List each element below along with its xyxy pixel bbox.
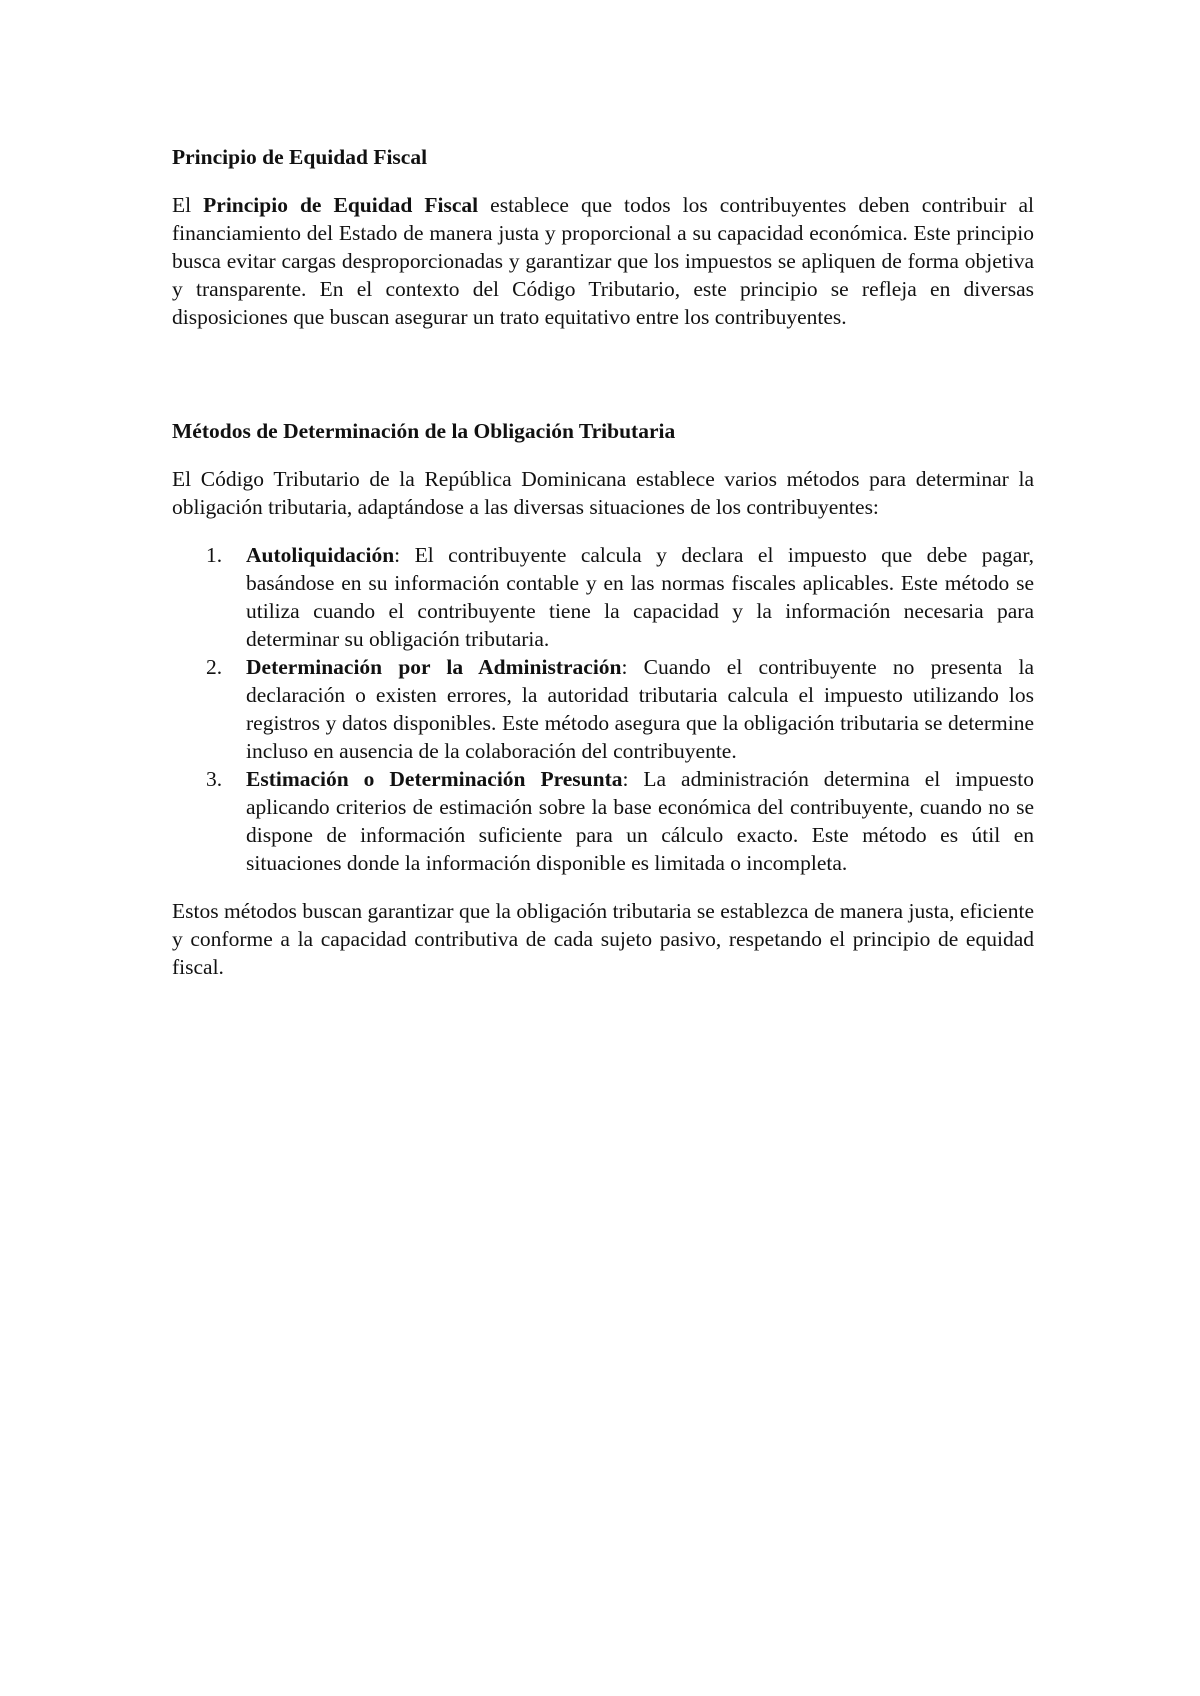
list-number: 3.: [206, 767, 223, 791]
spacer: [172, 331, 1034, 417]
spacer: [172, 171, 1034, 191]
section-heading-metodos: Métodos de Determinación de la Obligación Tributaria: [172, 419, 676, 443]
method-description: : El contribuyente calcula y declara el impuesto que debe pagar, basándose en su información contable y en las normas fiscales aplicables. Este método se utiliza cuando el contribuyente tiene la capacidad y la información necesaria para determinar su obligación tributaria.: [246, 543, 1034, 651]
method-description: : Cuando el contribuyente no presenta la declaración o existen errores, la autoridad tributaria calcula el impuesto utilizando los registros y datos disponibles. Este método asegura que la obligación tributaria se determine incluso en ausencia de la colaboración del contribuyente.: [246, 655, 1034, 763]
method-term: Autoliquidación: [246, 543, 395, 567]
method-term: Determinación por la Administración: [246, 655, 622, 679]
list-number: 2.: [206, 655, 223, 679]
method-term: Estimación o Determinación Presunta: [246, 767, 623, 791]
spacer: [172, 445, 1034, 465]
list-item-method-1: [172, 541, 1034, 653]
intro-rest: establece que todos los contribuyentes deben contribuir al financiamiento del Estado de manera justa y proporcional a su capacidad económica. Este principio busca evitar cargas desproporcionadas y garantizar que los impuestos se apliquen de forma objetiva y transparente. En el contexto del Código Tributario, este principio se refleja en diversas disposiciones que buscan asegurar un trato equitativo entre los contribuyentes.: [172, 193, 1035, 329]
section-heading-equidad: Principio de Equidad Fiscal: [172, 145, 428, 169]
paragraph-conclusion: Estos métodos buscan garantizar que la obligación tributaria se establezca de manera justa, eficiente y conforme a la capacidad contributiva de cada sujeto pasivo, respetando el principio de equidad fiscal.: [172, 899, 1034, 979]
list-number: 1.: [206, 543, 223, 567]
paragraph-metodos-intro: El Código Tributario de la República Dominicana establece varios métodos para determinar la obligación tributaria, adaptándose a las diversas situaciones de los contribuyentes:: [172, 467, 1034, 519]
methods-list: [172, 541, 1034, 877]
method-description: : La administración determina el impuesto aplicando criterios de estimación sobre la base económica del contribuyente, cuando no se dispone de información suficiente para un cálculo exacto. Este método es útil en situaciones donde la información disponible es limitada o incompleta.: [246, 767, 1035, 875]
spacer: [172, 521, 1034, 541]
intro-bold-term: Principio de Equidad Fiscal: [203, 193, 479, 217]
list-item-method-3: [172, 765, 1034, 877]
document-page: [172, 143, 1034, 981]
list-item-method-2: [172, 653, 1034, 765]
intro-prefix: El: [172, 193, 204, 217]
spacer: [172, 877, 1034, 897]
paragraph-equidad: [172, 191, 1034, 331]
